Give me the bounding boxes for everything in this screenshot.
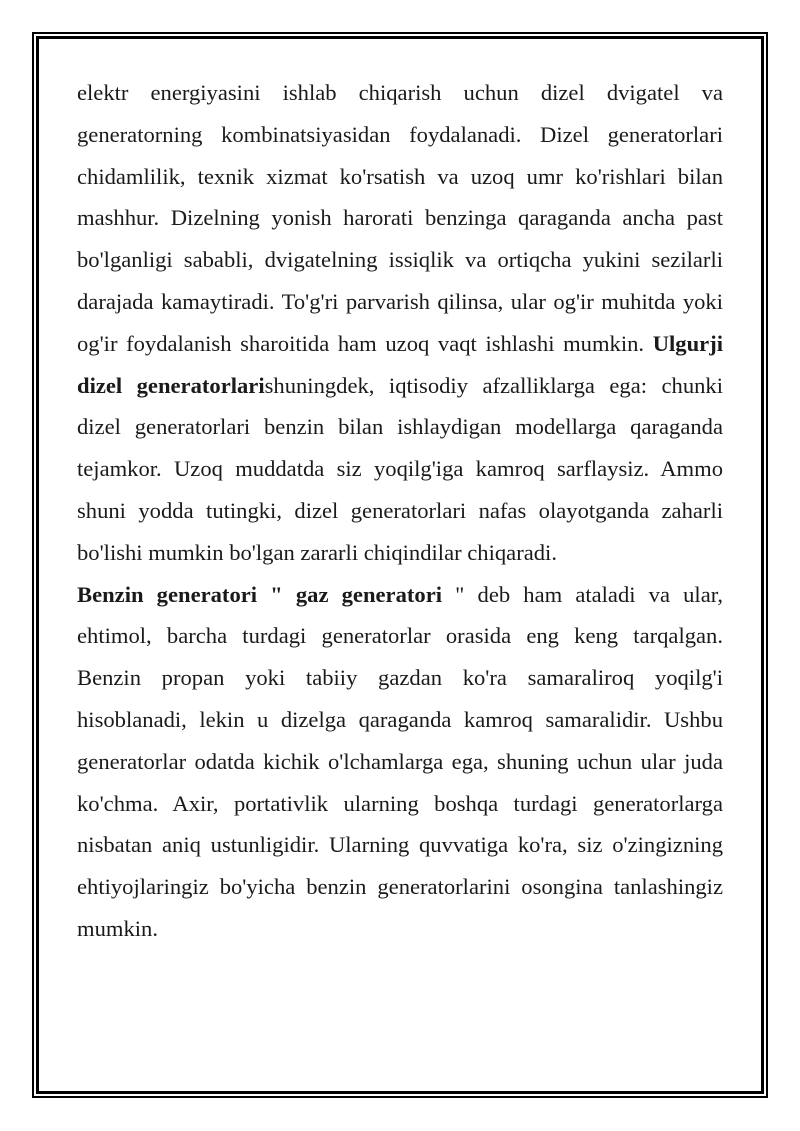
bold-term-wholesale-diesel: Ulgurji dizel generatorlari bbox=[77, 330, 723, 398]
paragraph-diesel-generators bbox=[77, 72, 723, 574]
paragraph-gasoline-generators bbox=[77, 574, 723, 950]
paragraph-text: shuningdek, iqtisodiy afzalliklarga ega: chunki dizel generatorlari benzin bilan ishlaydigan modellarga qaraganda tejamkor. Uzoq muddatda siz yoqilg'iga kamroq sarflaysiz. Ammo shuni yodda tutingki, dizel generatorlari nafas olayotganda zaharli bo'lishi mumkin bo'lgan zararli chiqindilar chiqaradi. bbox=[77, 372, 723, 565]
paragraph-text: elektr energiyasini ishlab chiqarish uchun dizel dvigatel va generatorning kombinatsiyasidan foydalanadi. Dizel generatorlari chidamlilik, texnik xizmat ko'rsatish va uzoq umr ko'rishlari bilan mashhur. Dizelning yonish harorati benzinga qaraganda ancha past bo'lganligi sababli, dvigatelning issiqlik va ortiqcha yukini sezilarli darajada kamaytiradi. To'g'ri parvarish qilinsa, ular og'ir muhitda yoki og'ir foydalanish sharoitida ham uzoq vaqt ishlashi mumkin. bbox=[77, 80, 723, 356]
document-body bbox=[77, 72, 723, 950]
quote-mark: " bbox=[257, 581, 296, 607]
bold-term-gas-generator: gaz generatori bbox=[295, 581, 443, 607]
paragraph-text: " deb ham ataladi va ular, ehtimol, barcha turdagi generatorlar orasida eng keng tarqalgan. Benzin propan yoki tabiiy gazdan ko'ra samaraliroq yoqilg'i hisoblanadi, lekin u dizelga qaraganda kamroq samaralidir. Ushbu generatorlar odatda kichik o'lchamlarga ega, shuning uchun ular juda ko'chma. Axir, portativlik ularning boshqa turdagi generatorlarga nisbatan aniq ustunligidir. Ularning quvvatiga ko'ra, siz o'zingizning ehtiyojlaringiz bo'yicha benzin generatorlarini osongina tanlashingiz mumkin. bbox=[77, 581, 724, 941]
bold-term-gasoline-generator: Benzin generatori bbox=[77, 581, 258, 607]
